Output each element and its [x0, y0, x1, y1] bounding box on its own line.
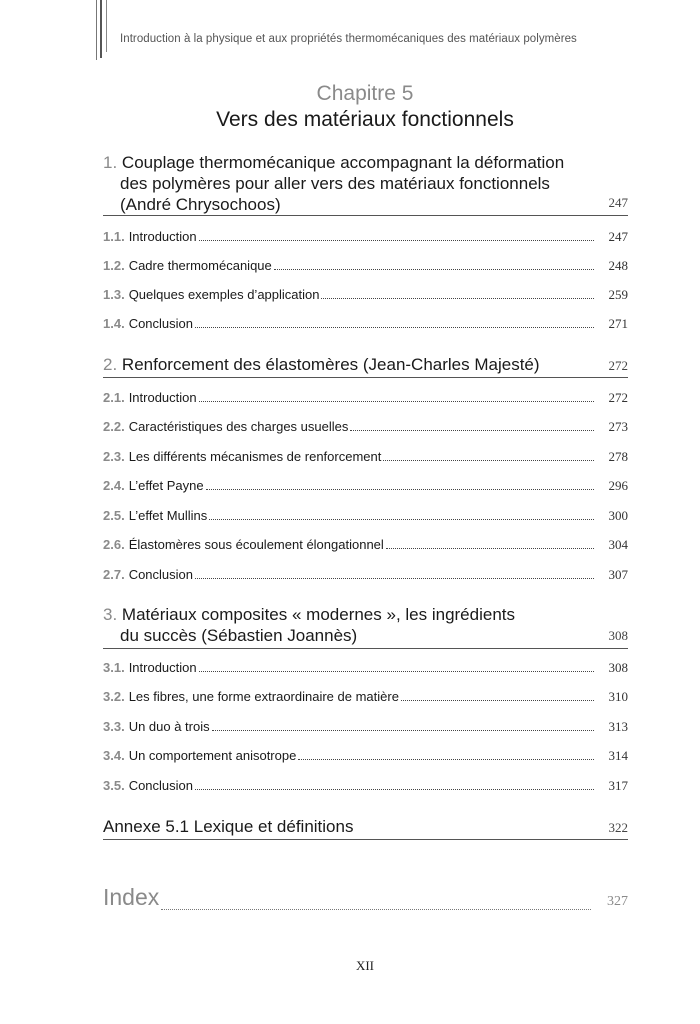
dot-leader [195, 326, 594, 328]
margin-rule [100, 0, 102, 58]
toc-entry[interactable] [103, 507, 628, 525]
annex-heading[interactable] [103, 816, 628, 840]
annex-page: 322 [608, 820, 628, 835]
margin-rule [96, 0, 97, 60]
annex-title: Annexe 5.1 Lexique et définitions [103, 817, 354, 836]
section-rule [103, 215, 628, 216]
dot-leader [274, 268, 594, 270]
entry-page: 300 [608, 508, 628, 523]
entry-number: 2.2. [103, 419, 125, 434]
entry-title: Un comportement anisotrope [128, 748, 297, 763]
index-page: 327 [607, 894, 628, 909]
section-title-line: Couplage thermomécanique accompagnant la déformation [121, 153, 565, 172]
entry-page: 304 [608, 537, 628, 552]
dot-leader [212, 729, 594, 731]
entry-title: Conclusion [128, 567, 194, 582]
entry-title: Introduction [128, 390, 197, 405]
entry-page: 307 [608, 567, 628, 582]
entry-title: Un duo à trois [128, 719, 210, 734]
toc-entry[interactable] [103, 315, 628, 333]
entry-page: 247 [608, 229, 628, 244]
entry-page: 271 [608, 316, 628, 331]
dot-leader [298, 758, 594, 760]
entry-number: 1.4. [103, 316, 125, 331]
entry-title: Élastomères sous écoulement élongationnel [128, 537, 384, 552]
entry-title: Les fibres, une forme extraordinaire de matière [128, 689, 399, 704]
toc-entry[interactable] [103, 566, 628, 584]
toc-entry[interactable] [103, 659, 628, 677]
dot-leader [321, 297, 594, 299]
section-number: 1. [103, 153, 118, 172]
entry-title: L’effet Mullins [128, 508, 208, 523]
entry-title: Quelques exemples d’application [128, 287, 320, 302]
dot-leader [386, 547, 594, 549]
entry-title: Conclusion [128, 316, 194, 331]
dot-leader [195, 577, 594, 579]
entry-page: 317 [608, 778, 628, 793]
margin-rule [106, 0, 107, 52]
entry-page: 259 [608, 287, 628, 302]
entry-page: 248 [608, 258, 628, 273]
entry-number: 2.6. [103, 537, 125, 552]
chapter-number: Chapitre 5 [316, 82, 414, 105]
section-number: 2. [103, 355, 118, 374]
section-page: 247 [608, 195, 628, 210]
entry-title: L’effet Payne [128, 478, 204, 493]
toc-entry[interactable] [103, 257, 628, 275]
running-head: Introduction à la physique et aux propriétés thermomécaniques des matériaux polymères [120, 33, 577, 45]
entry-number: 3.4. [103, 748, 125, 763]
entry-title: Caractéristiques des charges usuelles [128, 419, 349, 434]
entry-page: 314 [608, 748, 628, 763]
entry-title: Les différents mécanismes de renforcement [128, 449, 382, 464]
section-title-line: Matériaux composites « modernes », les ingrédients [121, 605, 516, 624]
entry-number: 2.3. [103, 449, 125, 464]
toc-entry[interactable] [103, 718, 628, 736]
index-title: Index [103, 884, 160, 910]
dot-leader [161, 908, 591, 910]
entry-number: 2.1. [103, 390, 125, 405]
section-number: 3. [103, 605, 118, 624]
entry-page: 313 [608, 719, 628, 734]
index-entry[interactable] [103, 884, 628, 918]
entry-number: 3.5. [103, 778, 125, 793]
dot-leader [350, 429, 594, 431]
section-title-line: du succès (Sébastien Joannès) [120, 626, 358, 645]
dot-leader [209, 518, 594, 520]
toc-entry[interactable] [103, 477, 628, 495]
entry-page: 296 [608, 478, 628, 493]
toc-entry[interactable] [103, 777, 628, 795]
section-title-line: des polymères pour aller vers des matériaux fonctionnels [120, 174, 550, 193]
entry-title: Introduction [128, 660, 197, 675]
chapter-title: Vers des matériaux fonctionnels [216, 108, 514, 131]
toc-entry[interactable] [103, 747, 628, 765]
dot-leader [195, 788, 594, 790]
entry-title: Conclusion [128, 778, 194, 793]
section-heading-3[interactable] [103, 604, 628, 648]
section-page: 308 [608, 628, 628, 643]
entry-title: Introduction [128, 229, 197, 244]
entry-page: 278 [608, 449, 628, 464]
section-rule [103, 839, 628, 840]
entry-page: 308 [608, 660, 628, 675]
entry-number: 1.3. [103, 287, 125, 302]
entry-number: 3.1. [103, 660, 125, 675]
section-title-line: Renforcement des élastomères (Jean-Charles Majesté) [121, 355, 540, 374]
entry-number: 2.4. [103, 478, 125, 493]
page-folio: XII [355, 958, 375, 973]
entry-number: 2.7. [103, 567, 125, 582]
entry-number: 1.1. [103, 229, 125, 244]
entry-number: 2.5. [103, 508, 125, 523]
section-rule [103, 648, 628, 649]
entry-page: 273 [608, 419, 628, 434]
toc-entry[interactable] [103, 688, 628, 706]
entry-page: 272 [608, 390, 628, 405]
entry-title: Cadre thermomécanique [128, 258, 272, 273]
toc-entry[interactable] [103, 286, 628, 304]
toc-entry[interactable] [103, 418, 628, 436]
section-heading-1[interactable] [103, 152, 628, 216]
entry-number: 3.3. [103, 719, 125, 734]
entry-number: 3.2. [103, 689, 125, 704]
dot-leader [206, 488, 594, 490]
section-rule [103, 377, 628, 378]
toc-entry[interactable] [103, 536, 628, 554]
section-title-line: (André Chrysochoos) [120, 195, 281, 214]
toc-entry[interactable] [103, 448, 628, 466]
dot-leader [199, 239, 594, 241]
toc-entry[interactable] [103, 228, 628, 246]
dot-leader [401, 699, 594, 701]
dot-leader [383, 459, 594, 461]
entry-number: 1.2. [103, 258, 125, 273]
section-page: 272 [608, 358, 628, 373]
section-heading-2[interactable] [103, 354, 628, 378]
entry-page: 310 [608, 689, 628, 704]
toc-entry[interactable] [103, 389, 628, 407]
dot-leader [199, 400, 594, 402]
dot-leader [199, 670, 594, 672]
